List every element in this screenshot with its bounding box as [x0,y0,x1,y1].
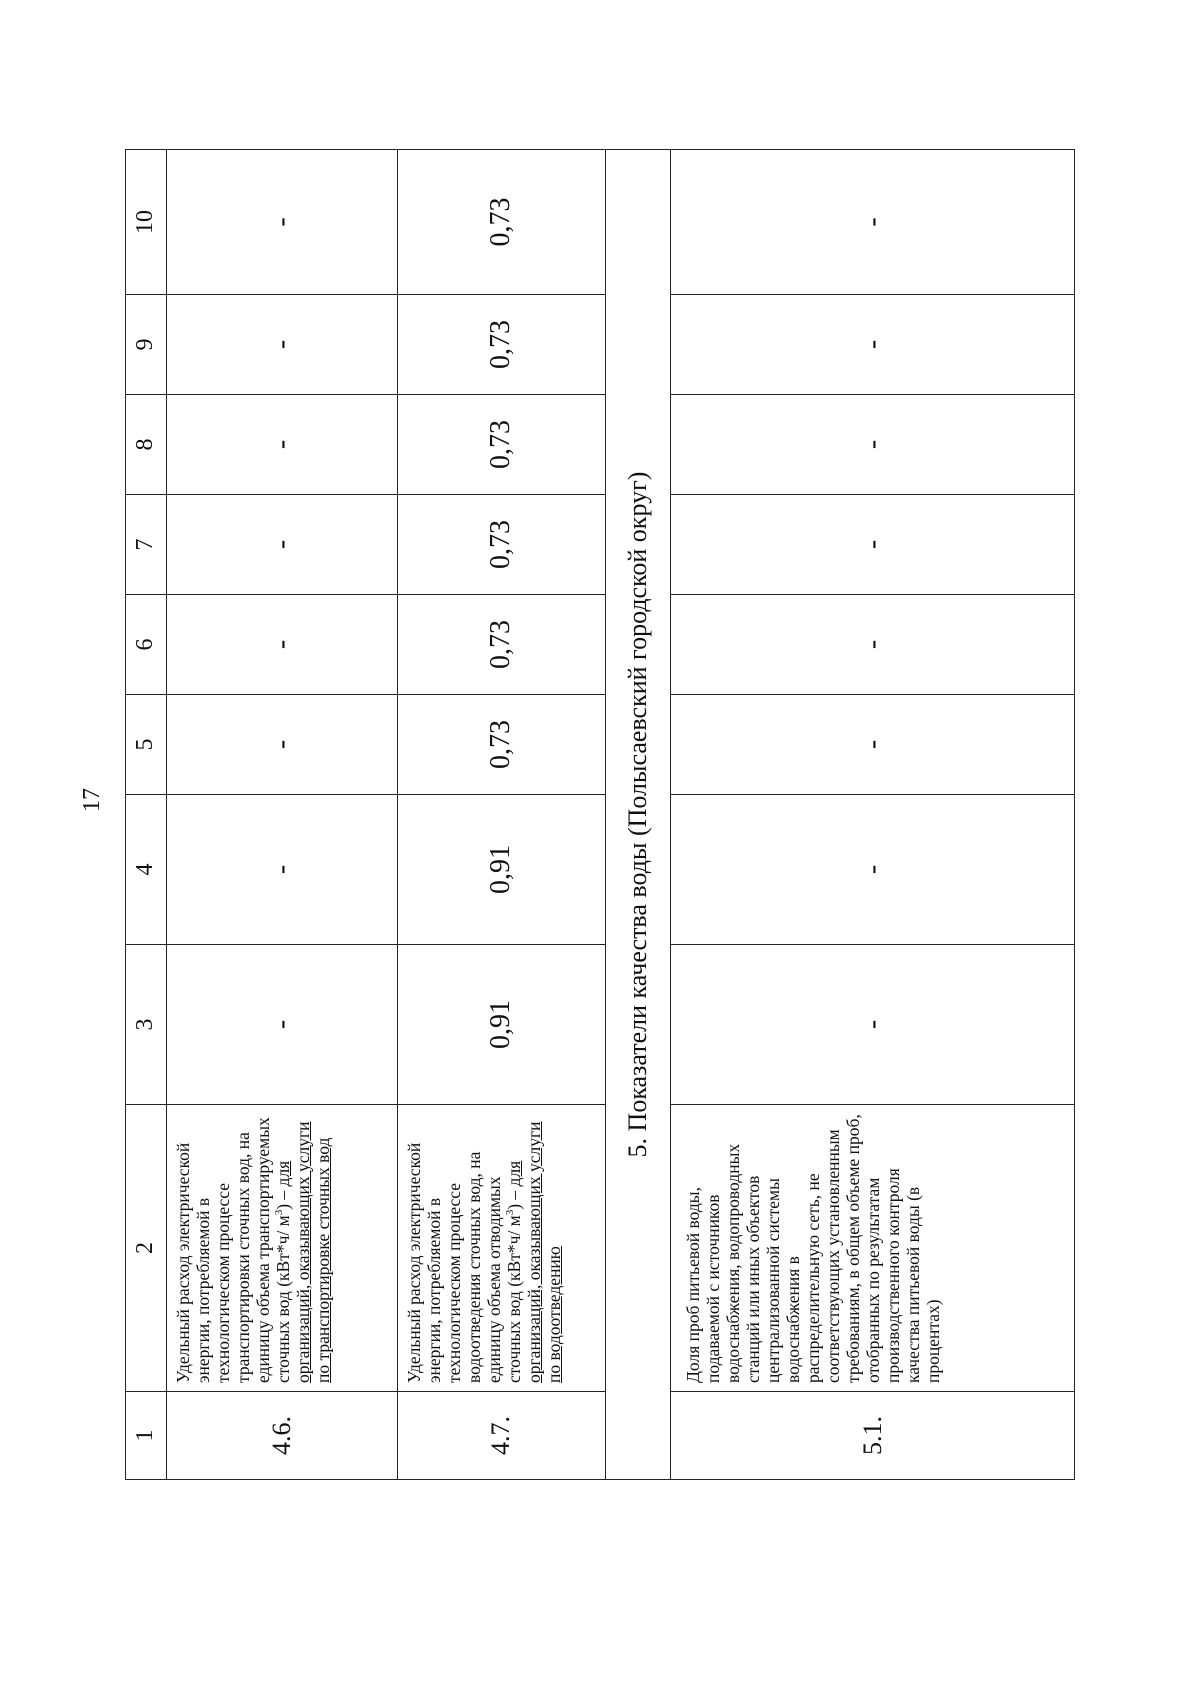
value-cell: 0,91 [397,795,605,945]
value-cell: - [671,495,1075,595]
value-cell: 0,73 [397,695,605,795]
header-cell: 7 [126,495,167,595]
value-cell: - [166,495,397,595]
row-number: 5.1. [671,1392,1075,1480]
value-cell: - [166,395,397,495]
header-cell: 8 [126,395,167,495]
row-description [397,1105,605,1392]
table-row [166,150,397,1480]
value-cell: - [166,695,397,795]
page-number: 17 [79,788,105,812]
value-cell: - [166,945,397,1105]
value-cell: - [671,150,1075,295]
value-cell: - [671,795,1075,945]
row-description [166,1105,397,1392]
value-cell: 0,73 [397,295,605,395]
desc-underlined: для организаций, оказывающих услуги по транспортировке сточных вод [272,1121,333,1383]
value-cell: 0,91 [397,945,605,1105]
header-row [126,150,167,1480]
value-cell: 0,73 [397,595,605,695]
value-cell: - [671,945,1075,1105]
value-cell: 0,73 [397,150,605,295]
section-row [605,150,671,1480]
desc-after: ) – [503,1186,524,1210]
value-cell: - [166,595,397,695]
header-cell: 2 [126,1105,167,1392]
desc-superscript: 3 [272,1209,285,1216]
row-number: 4.7. [397,1392,605,1480]
table-row [397,150,605,1480]
section-title: 5. Показатели качества воды (Полысаевский городской округ) [605,150,671,1480]
indicators-table [125,149,1075,1480]
value-cell: - [671,295,1075,395]
desc-superscript: 3 [503,1209,516,1216]
value-cell: - [166,295,397,395]
value-cell: 0,73 [397,495,605,595]
value-cell: 0,73 [397,395,605,495]
header-cell: 6 [126,595,167,695]
value-cell: - [166,795,397,945]
value-cell: - [671,595,1075,695]
row-number: 4.6. [166,1392,397,1480]
value-cell: - [671,695,1075,795]
header-cell: 9 [126,295,167,395]
header-cell: 1 [126,1392,167,1480]
header-cell: 4 [126,795,167,945]
header-cell: 10 [126,150,167,295]
value-cell: - [671,395,1075,495]
desc-text: Удельный расход электрической энергии, потребляемой в технологическом процессе водоотведения сточных вод, на единицу объема отводимых сточных вод (кВт*ч/ м [403,1142,524,1383]
row-description: Доля проб питьевой воды, подаваемой с источников водоснабжения, водопроводных станций или иных объектов централизованной системы водоснабжения в распределительную сеть, не соответствующих установленным требованиям, в общем объеме проб, отобранных по результатам производственного контроля качества питьевой воды (в процентах) [671,1105,1075,1392]
header-cell: 3 [126,945,167,1105]
table-row [671,150,1075,1480]
value-cell: - [166,150,397,295]
desc-underlined: для организаций, оказывающих услуги по водоотведению [503,1121,564,1383]
header-cell: 5 [126,695,167,795]
desc-after: ) – [272,1186,293,1210]
rotated-table-container [125,150,1075,1480]
desc-text: Удельный расход электрической энергии, потребляемой в технологическом процессе транспортировки сточных вод, на единицу объема транспортируемых сточных вод (кВт*ч/ м [172,1117,293,1383]
